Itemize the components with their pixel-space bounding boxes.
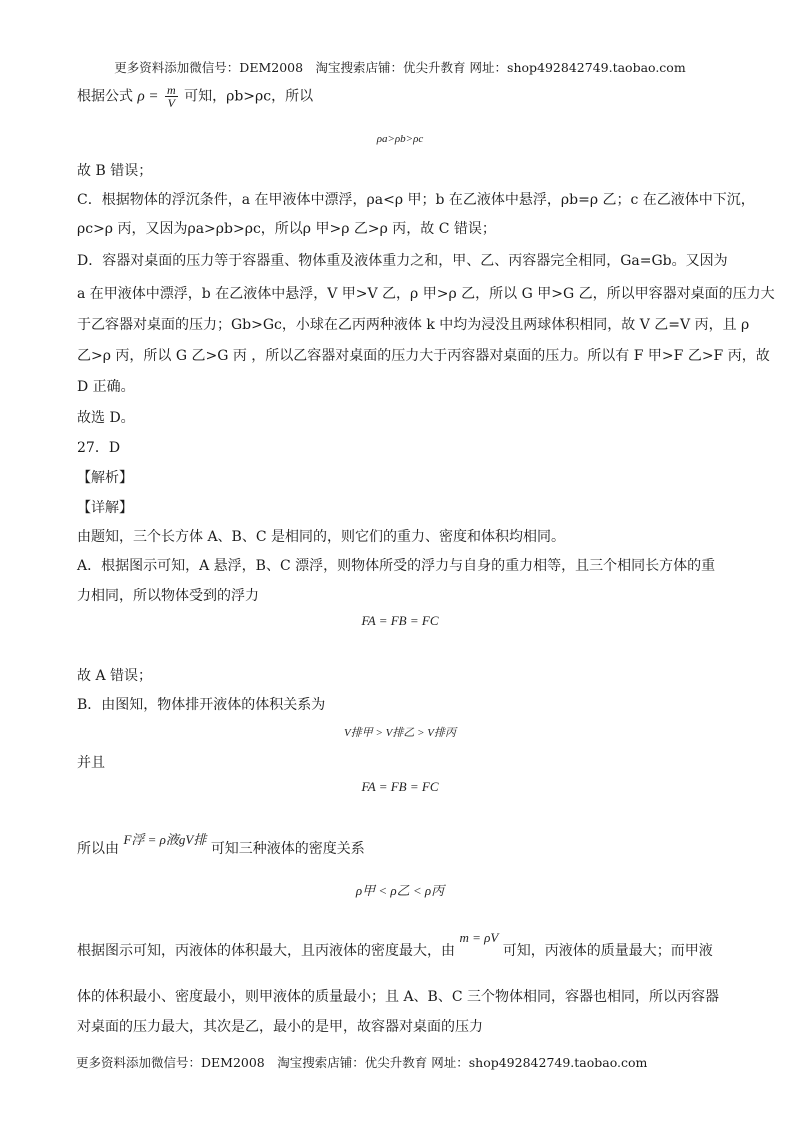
liquid-density-relation: ρ甲 < ρ乙 < ρ丙: [355, 883, 445, 898]
a-wrong: 故 A 错误；: [77, 668, 153, 684]
d-line-4: 乙>ρ 丙，所以 G 乙>G 丙 ，所以乙容器对桌面的压力大于丙容器对桌面的压力。所以有 F 甲>F 乙>F 丙，故: [77, 348, 770, 364]
analysis-tag: 【解析】: [77, 470, 133, 486]
page-footer: 更多资料添加微信号：DEM2008 淘宝搜索店铺：优尖升教育 网址：shop492842749.taobao.com: [76, 1055, 648, 1070]
buoyancy-equation-2: FA = FB = FC: [361, 779, 439, 794]
formula-intro-suffix: 可知，ρb>ρc，所以: [184, 88, 314, 105]
displaced-volume-relation: V排甲 > V排乙 > V排丙: [343, 727, 456, 739]
a-line-1: A．根据图示可知，A 悬浮，B、C 漂浮，则物体所受的浮力与自身的重力相等，且三个相同长方体的重: [77, 558, 716, 574]
b-line: B．由图知，物体排开液体的体积关系为: [77, 697, 326, 713]
formula-intro-prefix: 根据公式: [77, 88, 133, 105]
archimedes-formula: F浮 = ρ液gV排: [123, 832, 207, 847]
density-order-abc: ρa>ρb>ρc: [376, 133, 424, 145]
mass-line-2: 体的体积最小、密度最小，则甲液体的质量最小；且 A、B、C 三个物体相同，容器也相同，所以丙容器: [77, 989, 720, 1005]
density-relation-text: 可知三种液体的密度关系: [210, 841, 365, 857]
d-line-5: D 正确。: [77, 379, 135, 395]
intro-line: 由题知，三个长方体 A、B、C 是相同的，则它们的重力、密度和体积均相同。: [77, 529, 566, 545]
mass-line-1-prefix: 根据图示可知，丙液体的体积最大，且丙液体的密度最大，由: [77, 943, 455, 959]
buoyancy-equation: FA = FB = FC: [361, 613, 439, 628]
d-line-2: a 在甲液体中漂浮，b 在乙液体中悬浮，V 甲>V 乙，ρ 甲>ρ 乙，所以 G 甲>G 乙，所以甲容器对桌面的压力大: [77, 286, 775, 302]
detail-tag: 【详解】: [77, 500, 133, 516]
formula-numerator: m: [166, 83, 176, 97]
formula-denominator: V: [167, 96, 175, 110]
formula-rho: ρ =: [137, 88, 159, 105]
d-line-1: D．容器对桌面的压力等于容器重、物体重及液体重力之和，甲、乙、丙容器完全相同，Ga=Gb。又因为: [77, 253, 728, 269]
mass-line-3: 对桌面的压力最大，其次是乙，最小的是甲，故容器对桌面的压力: [77, 1019, 483, 1035]
mass-line-1-suffix: 可知，丙液体的质量最大；而甲液: [502, 943, 713, 959]
formula-line: [77, 84, 313, 109]
and-line: 并且: [77, 755, 105, 771]
mass-formula: m = ρV: [459, 930, 499, 945]
d-line-3: 于乙容器对桌面的压力；Gb>Gc，小球在乙丙两种液体 k 中均为浸没且两球体积相同，故 V 乙=V 丙，且 ρ: [77, 317, 750, 333]
choose-d: 故选 D。: [77, 410, 135, 426]
archimedes-line: [77, 832, 365, 858]
b-wrong: 故 B 错误；: [77, 163, 153, 179]
question-27: 27．D: [77, 440, 121, 456]
formula-fraction: [165, 84, 178, 109]
page-header: 更多资料添加微信号：DEM2008 淘宝搜索店铺：优尖升教育 网址：shop492842749.taobao.com: [114, 60, 686, 75]
mass-line-1: [77, 930, 713, 960]
c-line-2: ρc>ρ 丙，又因为ρa>ρb>ρc，所以ρ 甲>ρ 乙>ρ 丙，故 C 错误；: [77, 221, 496, 237]
so-from: 所以由: [77, 841, 119, 857]
a-line-2: 力相同，所以物体受到的浮力: [77, 588, 259, 604]
c-line-1: C．根据物体的浮沉条件，a 在甲液体中漂浮，ρa<ρ 甲；b 在乙液体中悬浮，ρb=ρ 乙；c 在乙液体中下沉，: [77, 192, 755, 208]
